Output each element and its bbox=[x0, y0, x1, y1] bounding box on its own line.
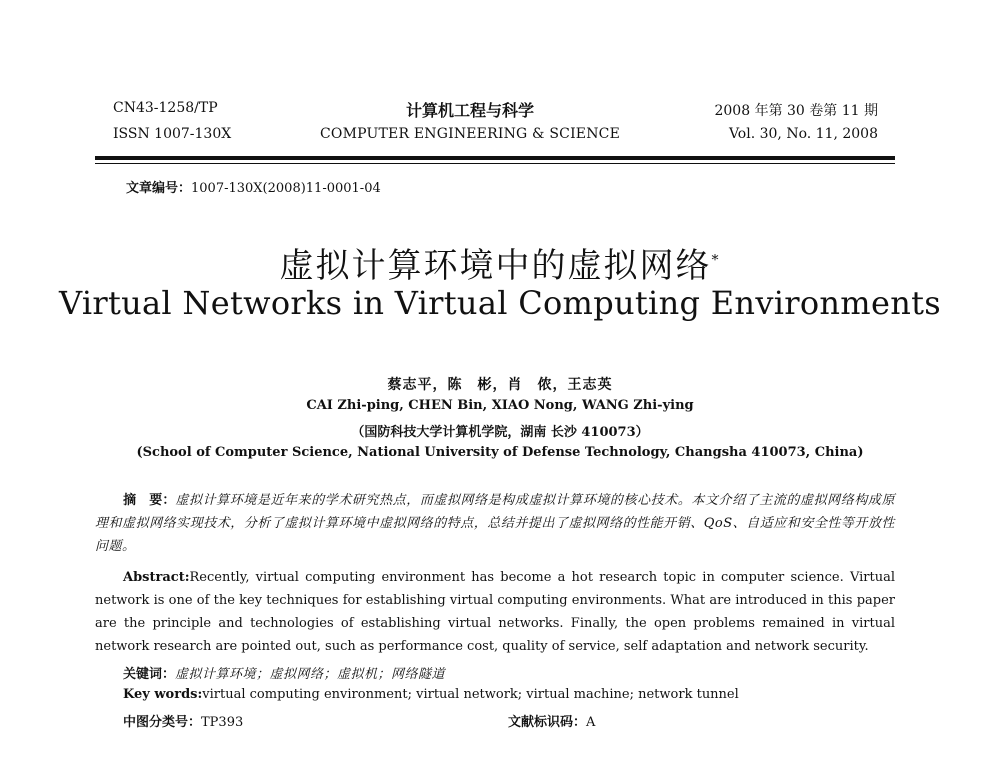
keywords-en-label: Key words: bbox=[123, 687, 203, 702]
classification-number bbox=[123, 711, 243, 730]
title-cn bbox=[0, 238, 1000, 287]
title-en: Virtual Networks in Virtual Computing Environments bbox=[59, 284, 941, 322]
issue-cn: 2008 年第 30 卷第 11 期 bbox=[714, 103, 878, 119]
header-rule-thick bbox=[95, 156, 895, 160]
article-number-label: 文章编号： bbox=[126, 181, 192, 196]
journal-title-en: COMPUTER ENGINEERING & SCIENCE bbox=[319, 126, 621, 142]
keywords-cn bbox=[123, 663, 445, 682]
article-number-value: 1007-130X(2008)11-0001-04 bbox=[191, 181, 381, 196]
authors-cn: 蔡志平，陈 彬，肖 侬，王志英 bbox=[387, 377, 613, 393]
journal-title-cn: 计算机工程与科学 bbox=[405, 101, 534, 120]
keywords-en bbox=[123, 687, 739, 702]
abstract-en-label: Abstract: bbox=[123, 570, 190, 585]
article-number bbox=[126, 177, 381, 196]
cn-code: CN43-1258/TP bbox=[113, 100, 218, 116]
affiliation-en: (School of Computer Science, National University of Defense Technology, Changsha 410073, China) bbox=[136, 445, 864, 460]
abstract-cn-label: 摘 要： bbox=[123, 493, 176, 508]
header-rule-thin bbox=[95, 163, 895, 164]
keywords-cn-label: 关键词： bbox=[123, 667, 176, 682]
title-cn-text: 虚拟计算环境中的虚拟网络 bbox=[279, 246, 712, 286]
document-code-value: A bbox=[586, 715, 596, 730]
document-code bbox=[508, 711, 595, 730]
abstract-cn-text: 虚拟计算环境是近年来的学术研究热点，而虚拟网络是构成虚拟计算环境的核心技术。本文介绍了主流的虚拟网络构成原理和虚拟网络实现技术，分析了虚拟计算环境中虚拟网络的特点，总结并提出了虚拟网络的性能开销、QoS、自适应和安全性等开放性问题。 bbox=[95, 493, 895, 554]
keywords-en-text: virtual computing environment; virtual network; virtual machine; network tunnel bbox=[202, 687, 739, 702]
abstract-en bbox=[95, 566, 895, 658]
authors-en: CAI Zhi-ping, CHEN Bin, XIAO Nong, WANG Zhi-ying bbox=[306, 398, 694, 413]
issue-en: Vol. 30, No. 11, 2008 bbox=[728, 126, 878, 142]
classification-value: TP393 bbox=[201, 715, 244, 730]
title-footnote-mark: * bbox=[711, 252, 721, 269]
affiliation-cn: （国防科技大学计算机学院，湖南 长沙 410073） bbox=[351, 425, 649, 440]
abstract-cn bbox=[95, 489, 895, 558]
keywords-cn-text: 虚拟计算环境；虚拟网络；虚拟机；网络隧道 bbox=[175, 667, 446, 682]
classification-label: 中图分类号： bbox=[123, 715, 202, 730]
issn: ISSN 1007-130X bbox=[113, 126, 232, 142]
document-code-label: 文献标识码： bbox=[508, 715, 587, 730]
abstract-en-text: Recently, virtual computing environment has become a hot research topic in computer science. Virtual network is one of the key techniques for establishing virtual computing environments. What are introduced in this paper are the principle and technologies of establishing virtual networks. Finally, the open problems remained in virtual network research are pointed out, such as performance cost, quality of service, self adaptation and network security. bbox=[95, 570, 895, 654]
